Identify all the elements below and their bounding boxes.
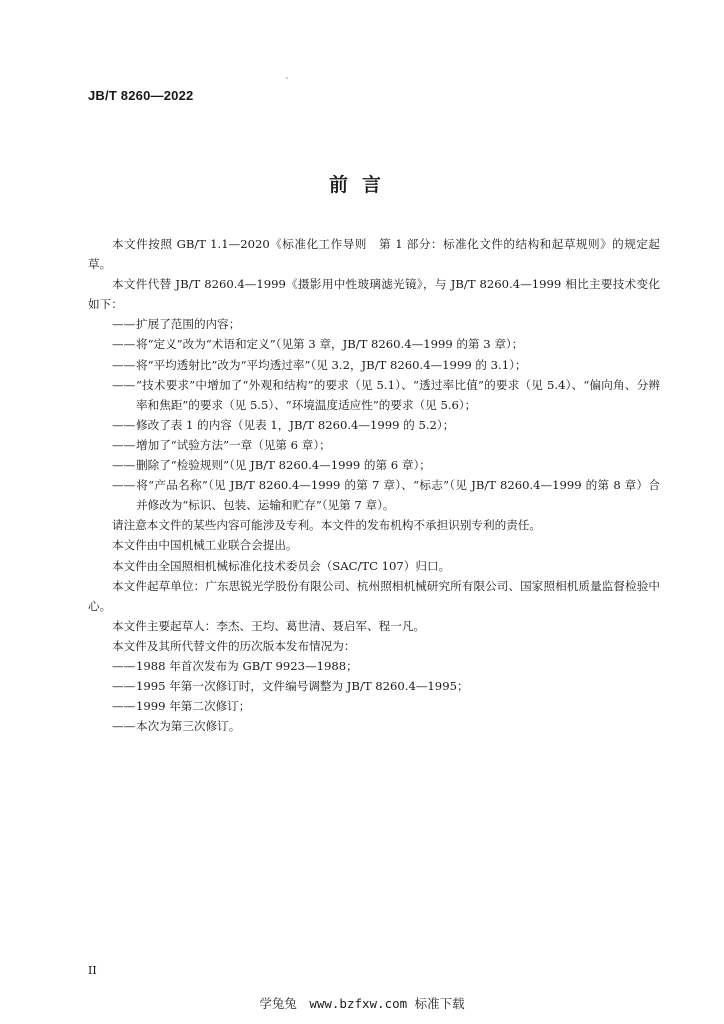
dash-marker: —— — [112, 417, 136, 432]
dash-item-text: 将“定义”改为“术语和定义”（见第 3 章，JB/T 8260.4—1999 的第 3 章）； — [136, 337, 524, 352]
paragraph: 本文件及其所代替文件的历次版本发布情况为： — [112, 638, 356, 653]
dash-item — [88, 415, 660, 435]
dash-item-text: 将“平均透射比”改为“平均透过率”（见 3.2，JB/T 8260.4—1999 的 3.1）； — [136, 357, 527, 372]
dash-marker: —— — [112, 437, 136, 452]
dash-item — [88, 455, 660, 475]
dash-marker: —— — [112, 357, 136, 372]
dash-marker: —— — [112, 377, 136, 392]
scan-speck — [286, 77, 288, 79]
dash-item — [88, 696, 660, 716]
dash-item — [88, 656, 660, 676]
foreword-body — [88, 234, 660, 736]
dash-marker: —— — [112, 317, 136, 332]
dash-item-text: 增加了“试验方法”一章（见第 6 章）； — [136, 437, 331, 452]
dash-marker: —— — [112, 679, 136, 694]
dash-item — [88, 314, 660, 334]
dash-item — [88, 334, 660, 354]
paragraph: 本文件起草单位：广东思锐光学股份有限公司、杭州照相机械研究所有限公司、国家照相机质量监督检验中心。 — [88, 578, 660, 613]
dash-item — [88, 475, 660, 515]
dash-item — [88, 355, 660, 375]
paragraph: 本文件按照 GB/T 1.1—2020《标准化工作导则 第 1 部分：标准化文件的结构和起草规则》的规定起草。 — [88, 237, 660, 272]
dash-item-text: 扩展了范围的内容； — [136, 317, 241, 332]
site-watermark: 学兔兔 www.bzfxw.com 标准下载 — [259, 996, 465, 1011]
dash-marker: —— — [112, 478, 136, 493]
dash-item-text: 1999 年第二次修订； — [136, 699, 251, 714]
dash-item — [88, 435, 660, 455]
dash-marker: —— — [112, 719, 136, 734]
document-id: JB/T 8260—2022 — [88, 88, 194, 103]
dash-item — [88, 716, 660, 736]
dash-marker: —— — [112, 337, 136, 352]
dash-item — [88, 676, 660, 696]
dash-item-text: 本次为第三次修订。 — [136, 719, 241, 734]
paragraph: 请注意本文件的某些内容可能涉及专利。本文件的发布机构不承担识别专利的责任。 — [112, 518, 541, 533]
dash-item-text: 1995 年第一次修订时，文件编号调整为 JB/T 8260.4—1995； — [136, 679, 469, 694]
paragraph: 本文件主要起草人：李杰、王均、葛世清、聂启军、程一凡。 — [112, 618, 426, 633]
paragraph: 本文件由全国照相机械标准化技术委员会（SAC/TC 107）归口。 — [112, 558, 451, 573]
page-title: 前言 — [328, 174, 395, 196]
paragraph: 本文件代替 JB/T 8260.4—1999《摄影用中性玻璃滤光镜》，与 JB/T 8260.4—1999 相比主要技术变化如下： — [88, 277, 660, 312]
dash-marker: —— — [112, 699, 136, 714]
dash-marker: —— — [112, 658, 136, 673]
page-number: II — [88, 964, 97, 977]
dash-item-text: 修改了表 1 的内容（见表 1，JB/T 8260.4—1999 的 5.2）； — [136, 417, 455, 432]
dash-item-text: 1988 年首次发布为 GB/T 9923—1988； — [136, 658, 358, 673]
dash-item-text: 将“产品名称”（见 JB/T 8260.4—1999 的第 7 章）、“标志”（见 JB/T 8260.4—1999 的第 8 章）合并修改为“标识、包装、运输和贮存”（见第 7 章）。 — [136, 478, 660, 513]
dash-item — [88, 375, 660, 415]
dash-item-text: “技术要求”中增加了“外观和结构”的要求（见 5.1）、“透过率比值”的要求（见 5.4）、“偏向角、分辨率和焦距”的要求（见 5.5）、“环境温度适应性”的要求（见 5.6）； — [136, 377, 660, 412]
dash-marker: —— — [112, 458, 136, 473]
dash-item-text: 删除了“检验规则”（见 JB/T 8260.4—1999 的第 6 章）； — [136, 458, 431, 473]
paragraph: 本文件由中国机械工业联合会提出。 — [112, 538, 298, 553]
